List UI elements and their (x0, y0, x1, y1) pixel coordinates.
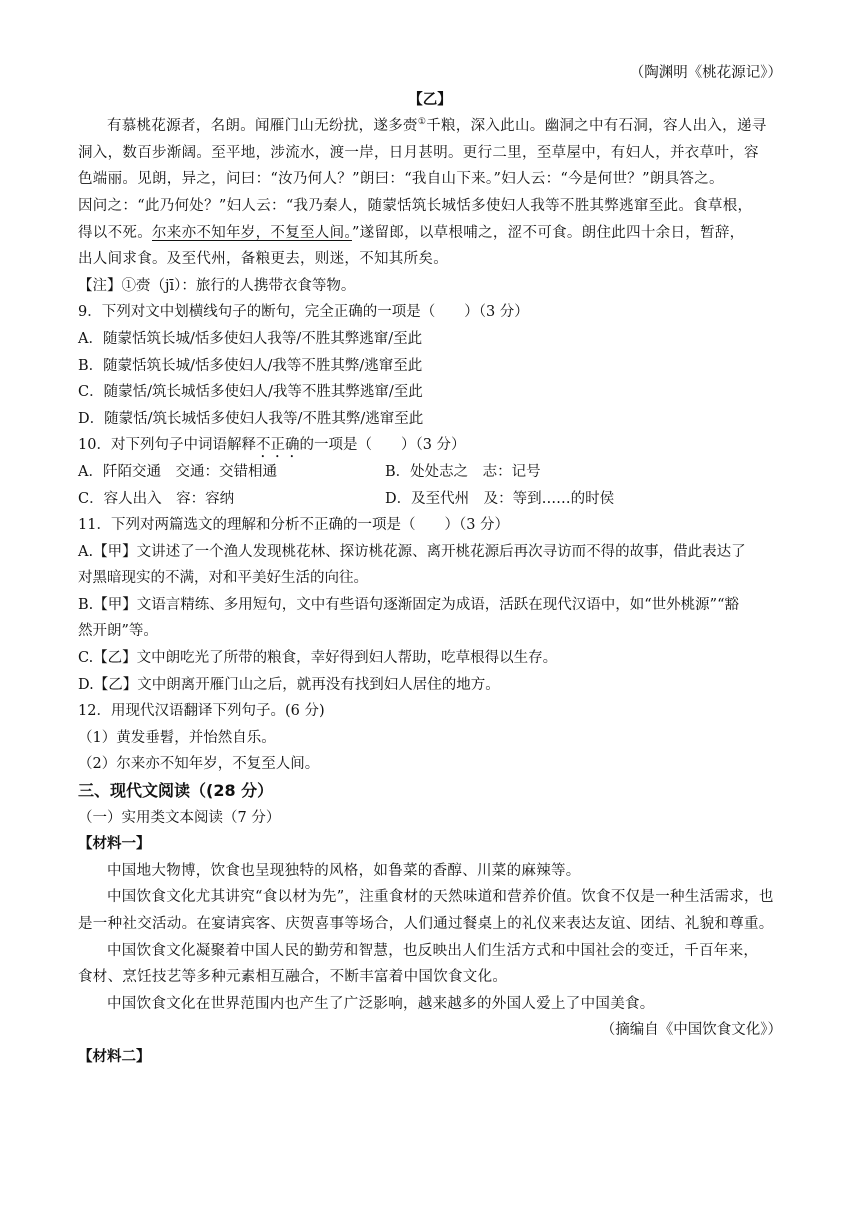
option-a: A．随蒙恬筑长城/恬多使妇人我等/不胜其弊逃窜/至此 (78, 330, 423, 347)
emphasized-text: 不正确 (255, 437, 300, 454)
footnote: 【注】①赍（jī）：旅行的人携带衣食等物。 (78, 277, 356, 294)
material-2-title: 【材料二】 (78, 1047, 151, 1065)
section-heading: 三、现代文阅读（(28 分） (78, 781, 274, 801)
paragraph-line: 中国饮食文化在世界范围内也产生了广泛影响，越来越多的外国人爱上了中国美食。 (107, 995, 655, 1012)
source-citation-taohuayuan: （陶渊明《桃花源记》） (629, 65, 782, 81)
question-stem: 12．用现代汉语翻译下列句子。(6 分) (78, 703, 325, 720)
passage-line: 得以不死。尔来亦不知年岁，不复至人间。”遂留郎，以草根哺之，涩不可食。朗住此四十余日，暂辞， (78, 224, 745, 241)
option-d: D．及至代州 及：等到……的时侯 (385, 490, 615, 507)
option-b: B.【甲】文语言精练、多用短句，文中有些语句逐渐固定为成语，活跃在现代汉语中，如“世外桃源”“豁 (78, 596, 739, 613)
sentence-2: （2）尔来亦不知年岁，不复至人间。 (78, 756, 320, 773)
passage-yi (78, 113, 782, 273)
passage-line: 因问之：“此乃何处？”妇人云：“我乃秦人，随蒙恬筑长城恬多使妇人我等不胜其弊逃窜至此。食草根， (78, 197, 753, 214)
question-12 (78, 698, 782, 778)
option-d: D．随蒙恬/筑长城恬多使妇人我等/不胜其弊/逃窜至此 (78, 410, 424, 427)
passage-line: 色端丽。见朗，异之，问曰：“汝乃何人？”朗曰：“我自山下来。”妇人云：“今是何世？”朗具答之。 (78, 171, 724, 188)
question-9 (78, 299, 782, 432)
paragraph-line: 中国饮食文化凝聚着中国人民的勤劳和智慧，也反映出人们生活方式和中国社会的变迁，千百年来， (107, 942, 759, 959)
underlined-sentence: 尔来亦不知年岁，不复至人间。 (152, 224, 352, 241)
material-1 (78, 858, 782, 1018)
option-c: C．随蒙恬/筑长城恬多使妇人/我等不胜其弊逃窜/至此 (78, 384, 423, 401)
question-11 (78, 512, 782, 698)
question-10 (78, 432, 782, 512)
passage-line: 出人间求食。及至代州，备粮更去，则迷，不知其所矣。 (78, 251, 448, 268)
paragraph-line: 中国饮食文化尤其讲究“食以材为先”，注重食材的天然味道和营养价值。饮食不仅是一种生活需求，也 (107, 889, 774, 906)
source-citation-food-culture: （摘编自《中国饮食文化》） (600, 1022, 782, 1039)
option-b-cont: 然开朗”等。 (78, 623, 158, 640)
option-a: A．阡陌交通 交通：交错相通 (78, 463, 277, 480)
subsection-heading: （一）实用类文本阅读（7 分） (78, 809, 281, 826)
question-stem: 10．对下列句子中词语解释不正确的一项是（ ）（3 分） (78, 437, 466, 454)
passage-line: 洞入，数百步渐阔。至平地，涉流水，渡一岸，日月甚明。更行二里，至草屋中，有妇人，并衣草叶，容 (78, 144, 759, 161)
question-stem: 11．下列对两篇选文的理解和分析不正确的一项是（ ）（3 分） (78, 517, 510, 534)
option-c: C.【乙】文中朗吃光了所带的粮食，幸好得到妇人帮助，吃草根得以生存。 (78, 650, 558, 667)
question-stem: 9．下列对文中划横线句子的断句，完全正确的一项是（ ）（3 分） (78, 304, 529, 321)
option-d: D.【乙】文中朗离开雁门山之后，就再没有找到妇人居住的地方。 (78, 676, 500, 693)
passage-line: 有慕桃花源者，名朗。闻雁门山无纷扰，遂多赍①千粮，深入此山。幽洞之中有石洞，容人出入，递寻 (107, 117, 767, 135)
paragraph-line: 食材、烹饪技艺等多种元素相互融合，不断丰富着中国饮食文化。 (78, 969, 508, 986)
passage-yi-title: 【乙】 (408, 90, 452, 108)
material-1-title: 【材料一】 (78, 835, 151, 853)
document-page (78, 60, 782, 1071)
option-c: C．容人出入 容：容纳 (78, 490, 235, 507)
paragraph-line: 是一种社交活动。在宴请宾客、庆贺喜事等场合，人们通过餐桌上的礼仪来表达友谊、团结、礼貌和尊重。 (78, 916, 774, 932)
option-a: A.【甲】文讲述了一个渔人发现桃花林、探访桃花源、离开桃花源后再次寻访而不得的故事，借此表达了 (78, 543, 746, 560)
option-a-cont: 对黑暗现实的不满，对和平美好生活的向往。 (78, 570, 368, 587)
sentence-1: （1）黄发垂髫，并怡然自乐。 (78, 729, 276, 746)
option-row (78, 486, 782, 513)
paragraph-line: 中国地大物博，饮食也呈现独特的风格，如鲁菜的香醇、川菜的麻辣等。 (107, 862, 581, 879)
option-row (78, 459, 782, 486)
option-b: B．处处志之 志：记号 (385, 463, 541, 480)
option-b: B．随蒙恬筑长城/恬多使妇人/我等不胜其弊/逃窜至此 (78, 357, 423, 374)
footnote-marker: ① (417, 117, 427, 128)
